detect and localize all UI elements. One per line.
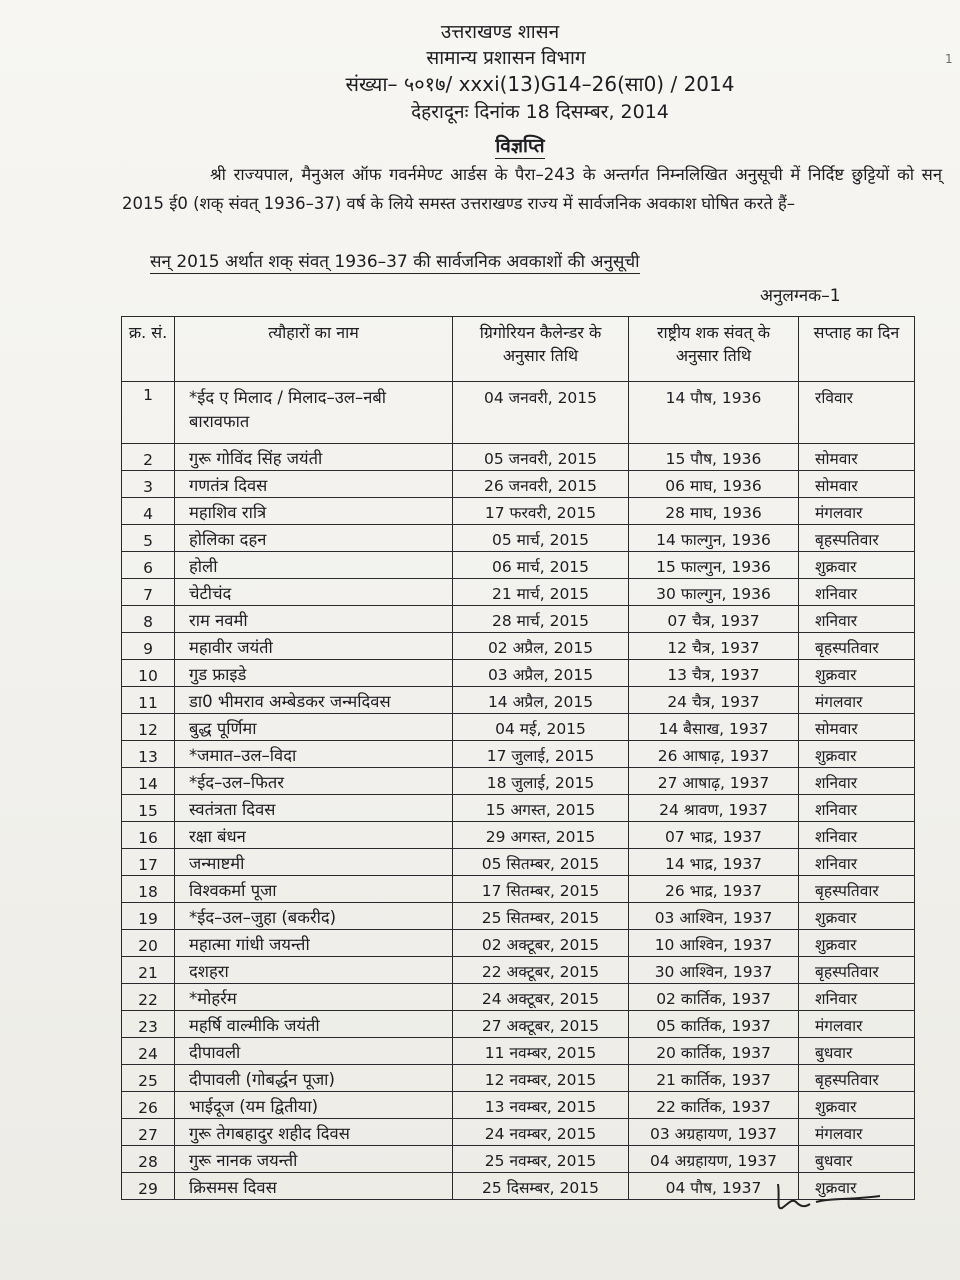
cell-saka: 03 आश्विन, 1937 xyxy=(629,903,799,930)
table-row xyxy=(122,1146,915,1173)
cell-gregorian: 22 अक्टूबर, 2015 xyxy=(453,957,629,984)
cell-gregorian: 06 मार्च, 2015 xyxy=(453,552,629,579)
header-weekday: सप्ताह का दिन xyxy=(799,317,915,382)
table-row xyxy=(122,984,915,1011)
cell-saka: 26 भाद्र, 1937 xyxy=(629,876,799,903)
cell-saka: 22 कार्तिक, 1937 xyxy=(629,1092,799,1119)
cell-weekday: शनिवार xyxy=(799,768,915,795)
cell-sno: 27 xyxy=(122,1119,175,1146)
cell-gregorian: 27 अक्टूबर, 2015 xyxy=(453,1011,629,1038)
signature xyxy=(770,1178,890,1218)
cell-weekday: मंगलवार xyxy=(799,498,915,525)
cell-saka: 03 अग्रहायण, 1937 xyxy=(629,1119,799,1146)
notice-title xyxy=(40,132,960,158)
cell-sno: 9 xyxy=(122,633,175,660)
cell-gregorian: 21 मार्च, 2015 xyxy=(453,579,629,606)
cell-sno: 15 xyxy=(122,795,175,822)
cell-saka: 30 फाल्गुन, 1936 xyxy=(629,579,799,606)
cell-festival: *ईद–उल–जुहा (बकरीद) xyxy=(175,903,453,930)
table-row xyxy=(122,903,915,930)
cell-saka: 20 कार्तिक, 1937 xyxy=(629,1038,799,1065)
cell-sno: 23 xyxy=(122,1011,175,1038)
cell-festival: महावीर जयंती xyxy=(175,633,453,660)
cell-saka: 06 माघ, 1936 xyxy=(629,471,799,498)
cell-festival: महर्षि वाल्मीकि जयंती xyxy=(175,1011,453,1038)
cell-saka: 07 चैत्र, 1937 xyxy=(629,606,799,633)
cell-weekday: शुक्रवार xyxy=(799,741,915,768)
cell-saka: 28 माघ, 1936 xyxy=(629,498,799,525)
cell-sno: 24 xyxy=(122,1038,175,1065)
cell-festival: होली xyxy=(175,552,453,579)
cell-festival: डा0 भीमराव अम्बेडकर जन्मदिवस xyxy=(175,687,453,714)
cell-gregorian: 14 अप्रैल, 2015 xyxy=(453,687,629,714)
cell-festival: महात्मा गांधी जयन्ती xyxy=(175,930,453,957)
cell-gregorian: 26 जनवरी, 2015 xyxy=(453,471,629,498)
cell-saka: 14 बैसाख, 1937 xyxy=(629,714,799,741)
cell-sno: 25 xyxy=(122,1065,175,1092)
table-row xyxy=(122,822,915,849)
cell-weekday: शनिवार xyxy=(799,984,915,1011)
cell-gregorian: 28 मार्च, 2015 xyxy=(453,606,629,633)
cell-gregorian: 18 जुलाई, 2015 xyxy=(453,768,629,795)
cell-gregorian: 25 दिसम्बर, 2015 xyxy=(453,1173,629,1200)
cell-weekday: सोमवार xyxy=(799,471,915,498)
cell-gregorian: 17 सितम्बर, 2015 xyxy=(453,876,629,903)
cell-saka: 04 अग्रहायण, 1937 xyxy=(629,1146,799,1173)
cell-weekday: मंगलवार xyxy=(799,1011,915,1038)
cell-weekday: शनिवार xyxy=(799,849,915,876)
cell-weekday: मंगलवार xyxy=(799,687,915,714)
table-row xyxy=(122,741,915,768)
notice-body xyxy=(122,160,942,218)
cell-saka: 04 पौष, 1937 xyxy=(629,1173,799,1200)
cell-festival: *ईद–उल–फितर xyxy=(175,768,453,795)
header-sno: क्र. सं. xyxy=(122,317,175,382)
table-row xyxy=(122,1038,915,1065)
cell-weekday: बृहस्पतिवार xyxy=(799,633,915,660)
cell-weekday: बुधवार xyxy=(799,1146,915,1173)
cell-gregorian: 25 सितम्बर, 2015 xyxy=(453,903,629,930)
cell-weekday: बृहस्पतिवार xyxy=(799,525,915,552)
table-row xyxy=(122,849,915,876)
cell-festival: गुरू तेगबहादुर शहीद दिवस xyxy=(175,1119,453,1146)
cell-saka: 26 आषाढ़, 1937 xyxy=(629,741,799,768)
holiday-table xyxy=(121,316,915,1200)
table-row xyxy=(122,768,915,795)
cell-weekday: बृहस्पतिवार xyxy=(799,876,915,903)
cell-saka: 24 चैत्र, 1937 xyxy=(629,687,799,714)
cell-sno: 11 xyxy=(122,687,175,714)
table-row xyxy=(122,525,915,552)
cell-weekday: शुक्रवार xyxy=(799,1173,915,1200)
cell-gregorian: 03 अप्रैल, 2015 xyxy=(453,660,629,687)
place-date: देहरादूनः दिनांक 18 दिसम्बर, 2014 xyxy=(411,101,669,123)
table-row xyxy=(122,714,915,741)
header-saka: राष्ट्रीय शक संवत् के अनुसार तिथि xyxy=(629,317,799,382)
table-row xyxy=(122,498,915,525)
cell-gregorian: 13 नवम्बर, 2015 xyxy=(453,1092,629,1119)
cell-saka: 13 चैत्र, 1937 xyxy=(629,660,799,687)
cell-weekday: शुक्रवार xyxy=(799,660,915,687)
cell-sno: 19 xyxy=(122,903,175,930)
cell-sno: 21 xyxy=(122,957,175,984)
cell-sno: 7 xyxy=(122,579,175,606)
cell-weekday: रविवार xyxy=(799,382,915,444)
department-heading: सामान्य प्रशासन विभाग xyxy=(426,47,586,69)
cell-festival: विश्वकर्मा पूजा xyxy=(175,876,453,903)
cell-festival: गुरू गोविंद सिंह जयंती xyxy=(175,444,453,471)
cell-saka: 27 आषाढ़, 1937 xyxy=(629,768,799,795)
cell-gregorian: 29 अगस्त, 2015 xyxy=(453,822,629,849)
table-row xyxy=(122,795,915,822)
table-row xyxy=(122,1065,915,1092)
schedule-title xyxy=(150,249,960,272)
cell-sno: 6 xyxy=(122,552,175,579)
cell-festival: चेटीचंद xyxy=(175,579,453,606)
cell-weekday: बृहस्पतिवार xyxy=(799,1065,915,1092)
cell-saka: 07 भाद्र, 1937 xyxy=(629,822,799,849)
cell-festival: दीपावली xyxy=(175,1038,453,1065)
cell-sno: 18 xyxy=(122,876,175,903)
cell-weekday: शुक्रवार xyxy=(799,1092,915,1119)
cell-saka: 30 आश्विन, 1937 xyxy=(629,957,799,984)
cell-weekday: शुक्रवार xyxy=(799,903,915,930)
table-row xyxy=(122,930,915,957)
government-heading: उत्तराखण्ड शासन xyxy=(440,21,560,43)
cell-sno: 1 xyxy=(122,382,175,444)
cell-festival: क्रिसमस दिवस xyxy=(175,1173,453,1200)
table-row xyxy=(122,471,915,498)
cell-sno: 2 xyxy=(122,444,175,471)
cell-saka: 02 कार्तिक, 1937 xyxy=(629,984,799,1011)
cell-gregorian: 04 मई, 2015 xyxy=(453,714,629,741)
cell-weekday: सोमवार xyxy=(799,444,915,471)
cell-festival: होलिका दहन xyxy=(175,525,453,552)
table-row xyxy=(122,606,915,633)
table-row xyxy=(122,1011,915,1038)
table-row xyxy=(122,579,915,606)
annexure-label: अनुलग्नक–1 xyxy=(760,286,841,306)
cell-gregorian: 15 अगस्त, 2015 xyxy=(453,795,629,822)
cell-weekday: शुक्रवार xyxy=(799,930,915,957)
cell-saka: 14 पौष, 1936 xyxy=(629,382,799,444)
cell-festival: *मोहर्रम xyxy=(175,984,453,1011)
cell-sno: 20 xyxy=(122,930,175,957)
cell-sno: 14 xyxy=(122,768,175,795)
cell-saka: 10 आश्विन, 1937 xyxy=(629,930,799,957)
cell-saka: 21 कार्तिक, 1937 xyxy=(629,1065,799,1092)
cell-festival: रक्षा बंधन xyxy=(175,822,453,849)
cell-festival: राम नवमी xyxy=(175,606,453,633)
table-row xyxy=(122,633,915,660)
cell-saka: 15 फाल्गुन, 1936 xyxy=(629,552,799,579)
cell-weekday: शुक्रवार xyxy=(799,552,915,579)
header-gregorian: ग्रिगोरियन कैलेन्डर के अनुसार तिथि xyxy=(453,317,629,382)
table-row xyxy=(122,687,915,714)
cell-gregorian: 05 सितम्बर, 2015 xyxy=(453,849,629,876)
table-row xyxy=(122,382,915,444)
margin-mark: 1 xyxy=(945,52,953,66)
cell-festival: स्वतंत्रता दिवस xyxy=(175,795,453,822)
cell-saka: 24 श्रावण, 1937 xyxy=(629,795,799,822)
table-row xyxy=(122,1119,915,1146)
cell-gregorian: 17 जुलाई, 2015 xyxy=(453,741,629,768)
cell-weekday: शनिवार xyxy=(799,579,915,606)
cell-weekday: सोमवार xyxy=(799,714,915,741)
cell-sno: 10 xyxy=(122,660,175,687)
cell-saka: 15 पौष, 1936 xyxy=(629,444,799,471)
cell-festival: जन्माष्टमी xyxy=(175,849,453,876)
cell-sno: 16 xyxy=(122,822,175,849)
cell-sno: 13 xyxy=(122,741,175,768)
cell-sno: 29 xyxy=(122,1173,175,1200)
table-row xyxy=(122,660,915,687)
table-row xyxy=(122,444,915,471)
cell-sno: 3 xyxy=(122,471,175,498)
reference-number: संख्या– ५०१७/ xxxi(13)G14–26(सा0) / 2014 xyxy=(345,72,735,96)
cell-gregorian: 25 नवम्बर, 2015 xyxy=(453,1146,629,1173)
cell-festival: गुड फ्राइडे xyxy=(175,660,453,687)
cell-weekday: मंगलवार xyxy=(799,1119,915,1146)
cell-sno: 28 xyxy=(122,1146,175,1173)
cell-saka: 05 कार्तिक, 1937 xyxy=(629,1011,799,1038)
cell-festival: बुद्ध पूर्णिमा xyxy=(175,714,453,741)
cell-weekday: शनिवार xyxy=(799,606,915,633)
cell-weekday: बृहस्पतिवार xyxy=(799,957,915,984)
cell-gregorian: 02 अक्टूबर, 2015 xyxy=(453,930,629,957)
cell-festival: गणतंत्र दिवस xyxy=(175,471,453,498)
table-row xyxy=(122,1092,915,1119)
cell-gregorian: 04 जनवरी, 2015 xyxy=(453,382,629,444)
cell-saka: 14 भाद्र, 1937 xyxy=(629,849,799,876)
cell-gregorian: 05 जनवरी, 2015 xyxy=(453,444,629,471)
cell-festival: दशहरा xyxy=(175,957,453,984)
cell-saka: 14 फाल्गुन, 1936 xyxy=(629,525,799,552)
cell-festival: *जमात–उल–विदा xyxy=(175,741,453,768)
schedule-title-text: सन् 2015 अर्थात शक् संवत् 1936–37 की सार्वजनिक अवकाशों की अनुसूची xyxy=(150,252,640,272)
cell-sno: 17 xyxy=(122,849,175,876)
cell-sno: 5 xyxy=(122,525,175,552)
cell-gregorian: 24 अक्टूबर, 2015 xyxy=(453,984,629,1011)
table-body xyxy=(122,382,915,1200)
cell-weekday: शनिवार xyxy=(799,795,915,822)
cell-gregorian: 02 अप्रैल, 2015 xyxy=(453,633,629,660)
cell-festival: महाशिव रात्रि xyxy=(175,498,453,525)
notice-title-text: विज्ञप्ति xyxy=(495,135,545,157)
header-festival: त्यौहारों का नाम xyxy=(175,317,453,382)
cell-festival: दीपावली (गोबर्द्धन पूजा) xyxy=(175,1065,453,1092)
cell-sno: 26 xyxy=(122,1092,175,1119)
cell-gregorian: 24 नवम्बर, 2015 xyxy=(453,1119,629,1146)
table-row xyxy=(122,957,915,984)
table-row xyxy=(122,876,915,903)
cell-festival: *ईद ए मिलाद / मिलाद–उल–नबी बारावफात xyxy=(175,382,453,444)
table-header-row xyxy=(122,317,915,382)
cell-gregorian: 11 नवम्बर, 2015 xyxy=(453,1038,629,1065)
cell-sno: 12 xyxy=(122,714,175,741)
cell-sno: 4 xyxy=(122,498,175,525)
cell-weekday: बुधवार xyxy=(799,1038,915,1065)
table-row xyxy=(122,552,915,579)
cell-weekday: शनिवार xyxy=(799,822,915,849)
cell-sno: 22 xyxy=(122,984,175,1011)
cell-gregorian: 17 फरवरी, 2015 xyxy=(453,498,629,525)
cell-sno: 8 xyxy=(122,606,175,633)
cell-gregorian: 05 मार्च, 2015 xyxy=(453,525,629,552)
cell-festival: गुरू नानक जयन्ती xyxy=(175,1146,453,1173)
cell-festival: भाईदूज (यम द्वितीया) xyxy=(175,1092,453,1119)
notice-body-text: श्री राज्यपाल, मैनुअल ऑफ गवर्नमेण्ट आर्डस के पैरा–243 के अन्तर्गत निम्नलिखित अनुसूची में निर्दिष्ट छुट्टियों को सन् 2015 ई0 (शक् संवत् 1936–37) वर्ष के लिये समस्त उत्तराखण्ड राज्य में सार्वजनिक अवकाश घोषित करते हैं– xyxy=(122,165,942,213)
cell-gregorian: 12 नवम्बर, 2015 xyxy=(453,1065,629,1092)
cell-saka: 12 चैत्र, 1937 xyxy=(629,633,799,660)
